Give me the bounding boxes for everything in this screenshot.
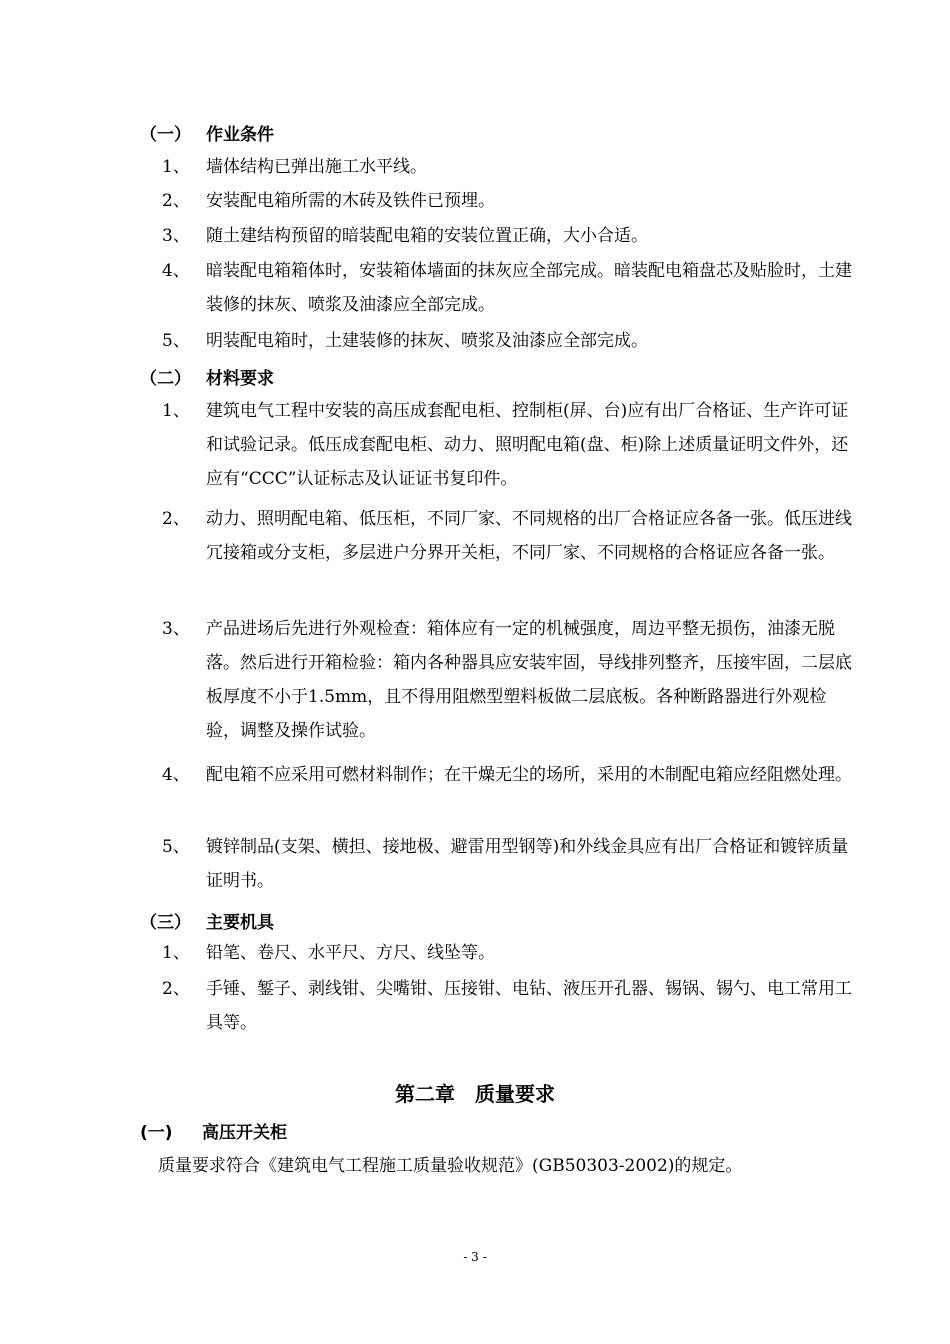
list-item [162,394,852,496]
item-number: 2、 [162,509,190,529]
item-number: 3、 [162,226,190,246]
section-number: （二） [140,369,191,389]
item-number: 1、 [162,157,190,177]
list-item [162,612,852,748]
item-number: 4、 [162,261,190,281]
item-number: 3、 [162,619,190,639]
item-text: 暗装配电箱箱体时，安装箱体墙面的抹灰应全部完成。暗装配电箱盘芯及贴脸时，土建装修的抹灰、喷浆及油漆应全部完成。 [206,261,852,315]
section-number: （三） [140,913,191,933]
section-heading [140,120,274,145]
subsection-number: (一) [140,1123,173,1143]
section-title: 作业条件 [206,125,274,145]
section-number: （一） [140,125,191,145]
section-heading [140,364,274,389]
item-text: 建筑电气工程中安装的高压成套配电柜、控制柜(屏、台)应有出厂合格证、生产许可证和试验记录。低压成套配电柜、动力、照明配电箱(盘、柜)除上述质量证明文件外，还应有“CCC”认证标志及认证证书复印件。 [206,401,849,489]
list-item [162,219,852,253]
list-item [162,830,852,898]
chapter-title: 第二章 质量要求 [395,1082,555,1106]
list-item [162,324,852,358]
list-item [162,254,852,322]
list-item [162,150,852,184]
item-text: 镀锌制品(支架、横担、接地极、避雷用型钢等)和外线金具应有出厂合格证和镀锌质量证明书。 [206,837,849,891]
item-number: 2、 [162,191,190,211]
list-item [162,502,852,570]
item-number: 5、 [162,331,190,351]
item-number: 5、 [162,837,190,857]
item-text: 配电箱不应采用可燃材料制作；在干燥无尘的场所，采用的木制配电箱应经阻燃处理。 [206,765,852,785]
item-text: 手锤、錾子、剥线钳、尖嘴钳、压接钳、电钻、液压开孔器、锡锅、锡勺、电工常用工具等。 [206,979,852,1033]
page-number: - 3 - [463,1250,487,1264]
list-item [162,758,852,792]
section-title: 材料要求 [206,369,274,389]
item-text: 墙体结构已弹出施工水平线。 [206,157,427,177]
subsection-title: 高压开关柜 [202,1123,287,1143]
item-text: 铅笔、卷尺、水平尺、方尺、线坠等。 [206,943,495,963]
item-number: 4、 [162,765,190,785]
item-number: 2、 [162,979,190,999]
item-text: 产品进场后先进行外观检查：箱体应有一定的机械强度，周边平整无损伤，油漆无脱落。然后进行开箱检验：箱内各种器具应安装牢固，导线排列整齐，压接牢固，二层底板厚度不小于1.5mm，且不得用阻燃型塑料板做二层底板。各种断路器进行外观检验，调整及操作试验。 [206,619,852,741]
item-text: 安装配电箱所需的木砖及铁件已预埋。 [206,191,495,211]
item-number: 1、 [162,401,190,421]
body-paragraph: 质量要求符合《建筑电气工程施工质量验收规范》(GB50303-2002)的规定。 [158,1156,743,1176]
section-heading [140,908,274,933]
list-item [162,972,852,1040]
list-item [162,936,852,970]
section-title: 主要机具 [206,913,274,933]
item-text: 动力、照明配电箱、低压柜，不同厂家、不同规格的出厂合格证应各备一张。低压进线冗接箱或分支柜，多层进户分界开关柜，不同厂家、不同规格的合格证应各备一张。 [206,509,852,563]
subsection-heading [140,1118,287,1143]
item-text: 随土建结构预留的暗装配电箱的安装位置正确，大小合适。 [206,226,648,246]
list-item [162,184,852,218]
item-number: 1、 [162,943,190,963]
item-text: 明装配电箱时，土建装修的抹灰、喷浆及油漆应全部完成。 [206,331,648,351]
